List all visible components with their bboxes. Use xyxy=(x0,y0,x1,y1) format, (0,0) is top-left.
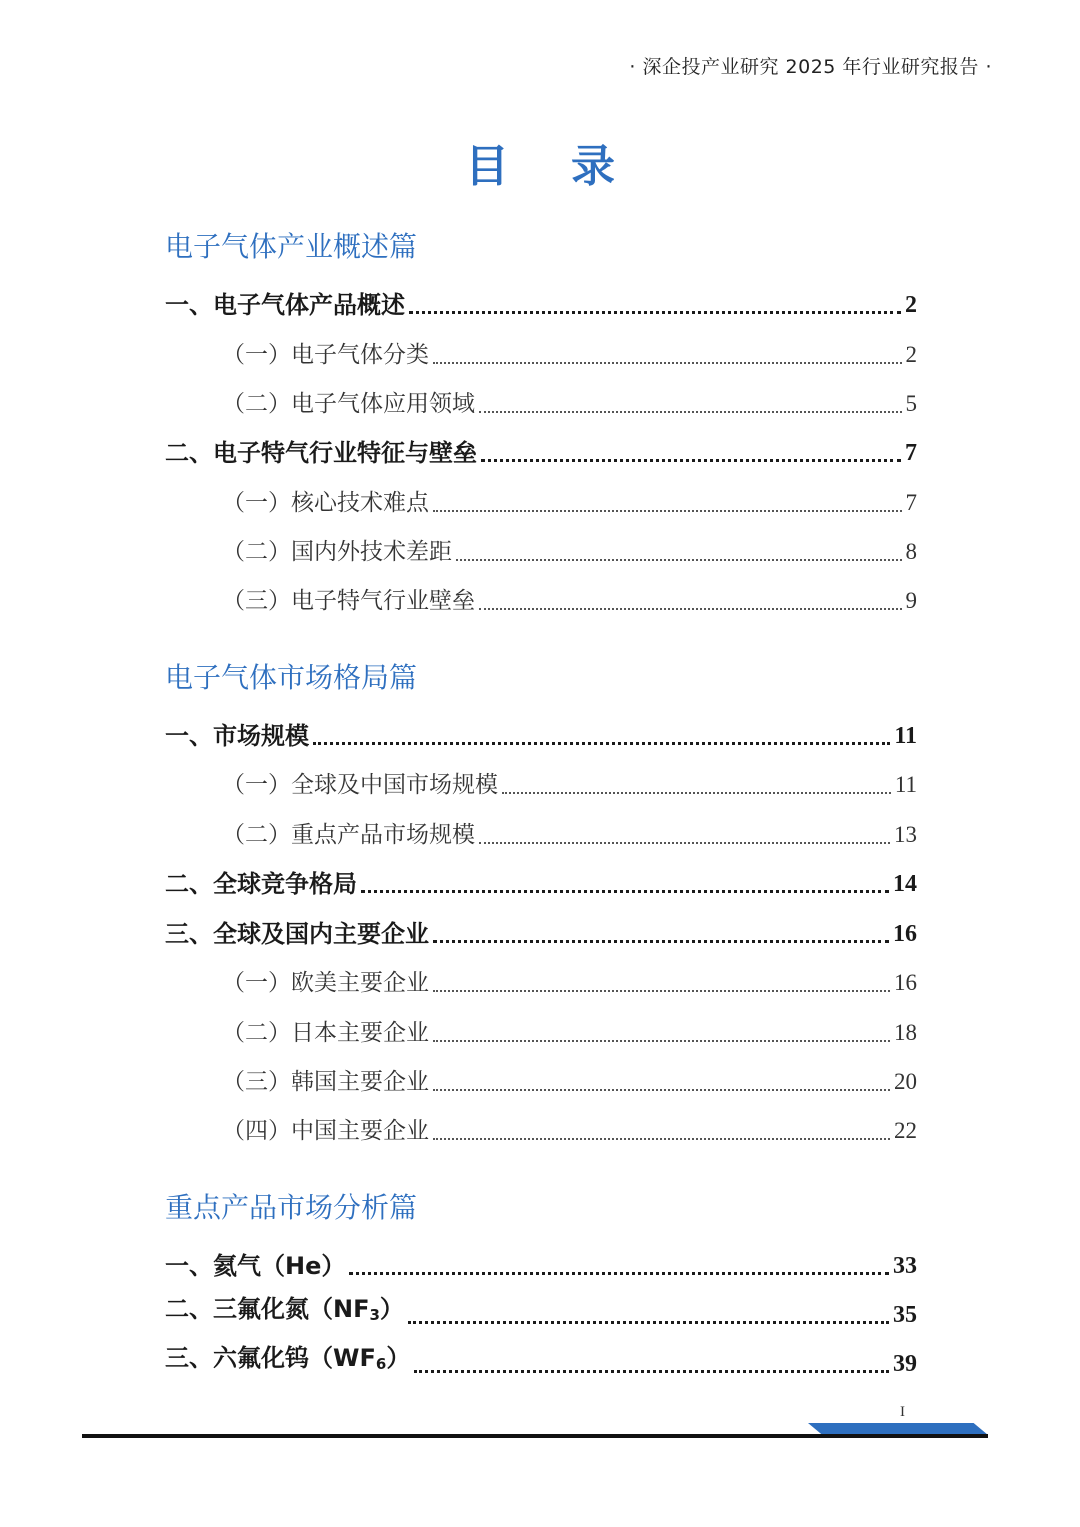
toc-entry[interactable] xyxy=(165,284,917,320)
toc-entry-page: 33 xyxy=(893,1253,917,1279)
toc-entry[interactable] xyxy=(222,334,917,370)
dot-leader xyxy=(433,990,890,992)
dot-leader xyxy=(408,1321,889,1324)
dot-leader xyxy=(433,1040,890,1042)
toc-entry-page: 11 xyxy=(894,723,917,749)
toc-entry-label: （二）日本主要企业 xyxy=(222,1020,429,1046)
toc-entry-page: 2 xyxy=(905,292,917,318)
dot-leader xyxy=(349,1272,889,1275)
toc-title-char-1: 目 xyxy=(465,141,509,192)
toc-entry-label: 二、全球竞争格局 xyxy=(165,870,357,898)
subscript: 3 xyxy=(369,1306,380,1324)
toc-entry[interactable] xyxy=(165,1245,917,1281)
toc-entry-label: （四）中国主要企业 xyxy=(222,1118,429,1144)
dot-leader xyxy=(414,1370,889,1373)
subscript: 6 xyxy=(375,1355,387,1373)
toc-entry-page: 22 xyxy=(894,1118,917,1143)
toc-entry[interactable] xyxy=(222,482,917,518)
toc-entry[interactable] xyxy=(222,531,917,567)
toc-entry-label-suffix: ） xyxy=(386,1344,411,1372)
toc-entry-label: （一）全球及中国市场规模 xyxy=(222,772,498,798)
running-header: · 深企投产业研究 2025 年行业研究报告 · xyxy=(629,56,992,78)
toc-entry-page: 18 xyxy=(894,1020,917,1045)
toc-entry[interactable] xyxy=(222,383,917,419)
toc-entry-page: 14 xyxy=(893,871,917,897)
toc-entry-label: 二、电子特气行业特征与壁垒 xyxy=(165,439,477,467)
section-heading-products: 重点产品市场分析篇 xyxy=(165,1191,418,1224)
toc-entry-label: 一、电子气体产品概述 xyxy=(165,291,405,319)
dot-leader xyxy=(479,608,902,610)
toc-entry-label: （三）韩国主要企业 xyxy=(222,1069,429,1095)
toc-entry-page: 5 xyxy=(905,391,917,416)
toc-entry[interactable] xyxy=(165,863,917,899)
dot-leader xyxy=(433,1089,890,1091)
dot-leader xyxy=(313,742,890,745)
dot-leader xyxy=(433,1138,890,1140)
toc-entry-page: 9 xyxy=(905,588,917,613)
toc-entry-label: 三、全球及国内主要企业 xyxy=(165,920,429,948)
toc-entry[interactable] xyxy=(222,764,917,800)
dot-leader xyxy=(481,459,901,462)
toc-entry-page: 11 xyxy=(894,772,917,797)
toc-entry-page: 7 xyxy=(905,440,917,466)
dot-leader xyxy=(479,411,902,413)
section-heading-market: 电子气体市场格局篇 xyxy=(165,661,418,694)
toc-entry-label: （二）国内外技术差距 xyxy=(222,539,452,565)
toc-entry-page: 20 xyxy=(894,1069,917,1094)
dot-leader xyxy=(502,792,891,794)
toc-entry[interactable] xyxy=(165,432,917,468)
toc-entry[interactable] xyxy=(222,1061,917,1097)
dot-leader xyxy=(361,890,889,893)
toc-entry[interactable] xyxy=(222,1110,917,1146)
section-heading-overview: 电子气体产业概述篇 xyxy=(165,230,418,263)
dot-leader xyxy=(479,842,890,844)
toc-entry[interactable] xyxy=(222,962,917,998)
toc-entry-label: （三）电子特气行业壁垒 xyxy=(222,588,475,614)
toc-entry-label: 一、氦气（He） xyxy=(165,1252,346,1280)
dot-leader xyxy=(409,311,901,314)
toc-entry[interactable] xyxy=(222,580,917,616)
toc-entry-label: （一）电子气体分类 xyxy=(222,342,429,368)
toc-entry-page: 7 xyxy=(905,490,917,515)
toc-entry-label: （二）重点产品市场规模 xyxy=(222,822,475,848)
toc-entry-label-prefix: 二、三氟化氮（NF xyxy=(165,1295,370,1323)
footer-rule xyxy=(82,1434,988,1438)
toc-entry-page: 8 xyxy=(905,539,917,564)
toc-entry-label: 一、市场规模 xyxy=(165,722,309,750)
toc-entry-label: （一）核心技术难点 xyxy=(222,490,429,516)
toc-entry-page: 16 xyxy=(894,970,917,995)
toc-entry-label: （二）电子气体应用领域 xyxy=(222,391,475,417)
dot-leader xyxy=(433,510,902,512)
toc-entry-label-suffix: ） xyxy=(379,1295,404,1323)
toc-entry-label-prefix: 三、六氟化钨（WF xyxy=(165,1344,376,1372)
dot-leader xyxy=(433,362,902,364)
toc-entry[interactable] xyxy=(165,913,917,949)
toc-entry-page: 16 xyxy=(893,921,917,947)
toc-title-char-2: 录 xyxy=(571,141,615,192)
toc-entry-label xyxy=(165,1294,404,1330)
toc-entry-label: （一）欧美主要企业 xyxy=(222,970,429,996)
dot-leader xyxy=(456,559,902,561)
toc-entry-label xyxy=(165,1343,410,1379)
toc-entry-page: 35 xyxy=(893,1302,917,1328)
toc-entry-page: 2 xyxy=(905,342,917,367)
toc-entry[interactable] xyxy=(222,1012,917,1048)
toc-entry[interactable] xyxy=(165,1343,917,1379)
dot-leader xyxy=(433,940,889,943)
toc-entry-page: 13 xyxy=(894,822,917,847)
footer-page-number: I xyxy=(900,1404,905,1420)
toc-entry-page: 39 xyxy=(893,1351,917,1377)
toc-title xyxy=(0,130,1080,194)
toc-entry[interactable] xyxy=(165,715,917,751)
toc-entry[interactable] xyxy=(222,814,917,850)
toc-entry[interactable] xyxy=(165,1294,917,1330)
